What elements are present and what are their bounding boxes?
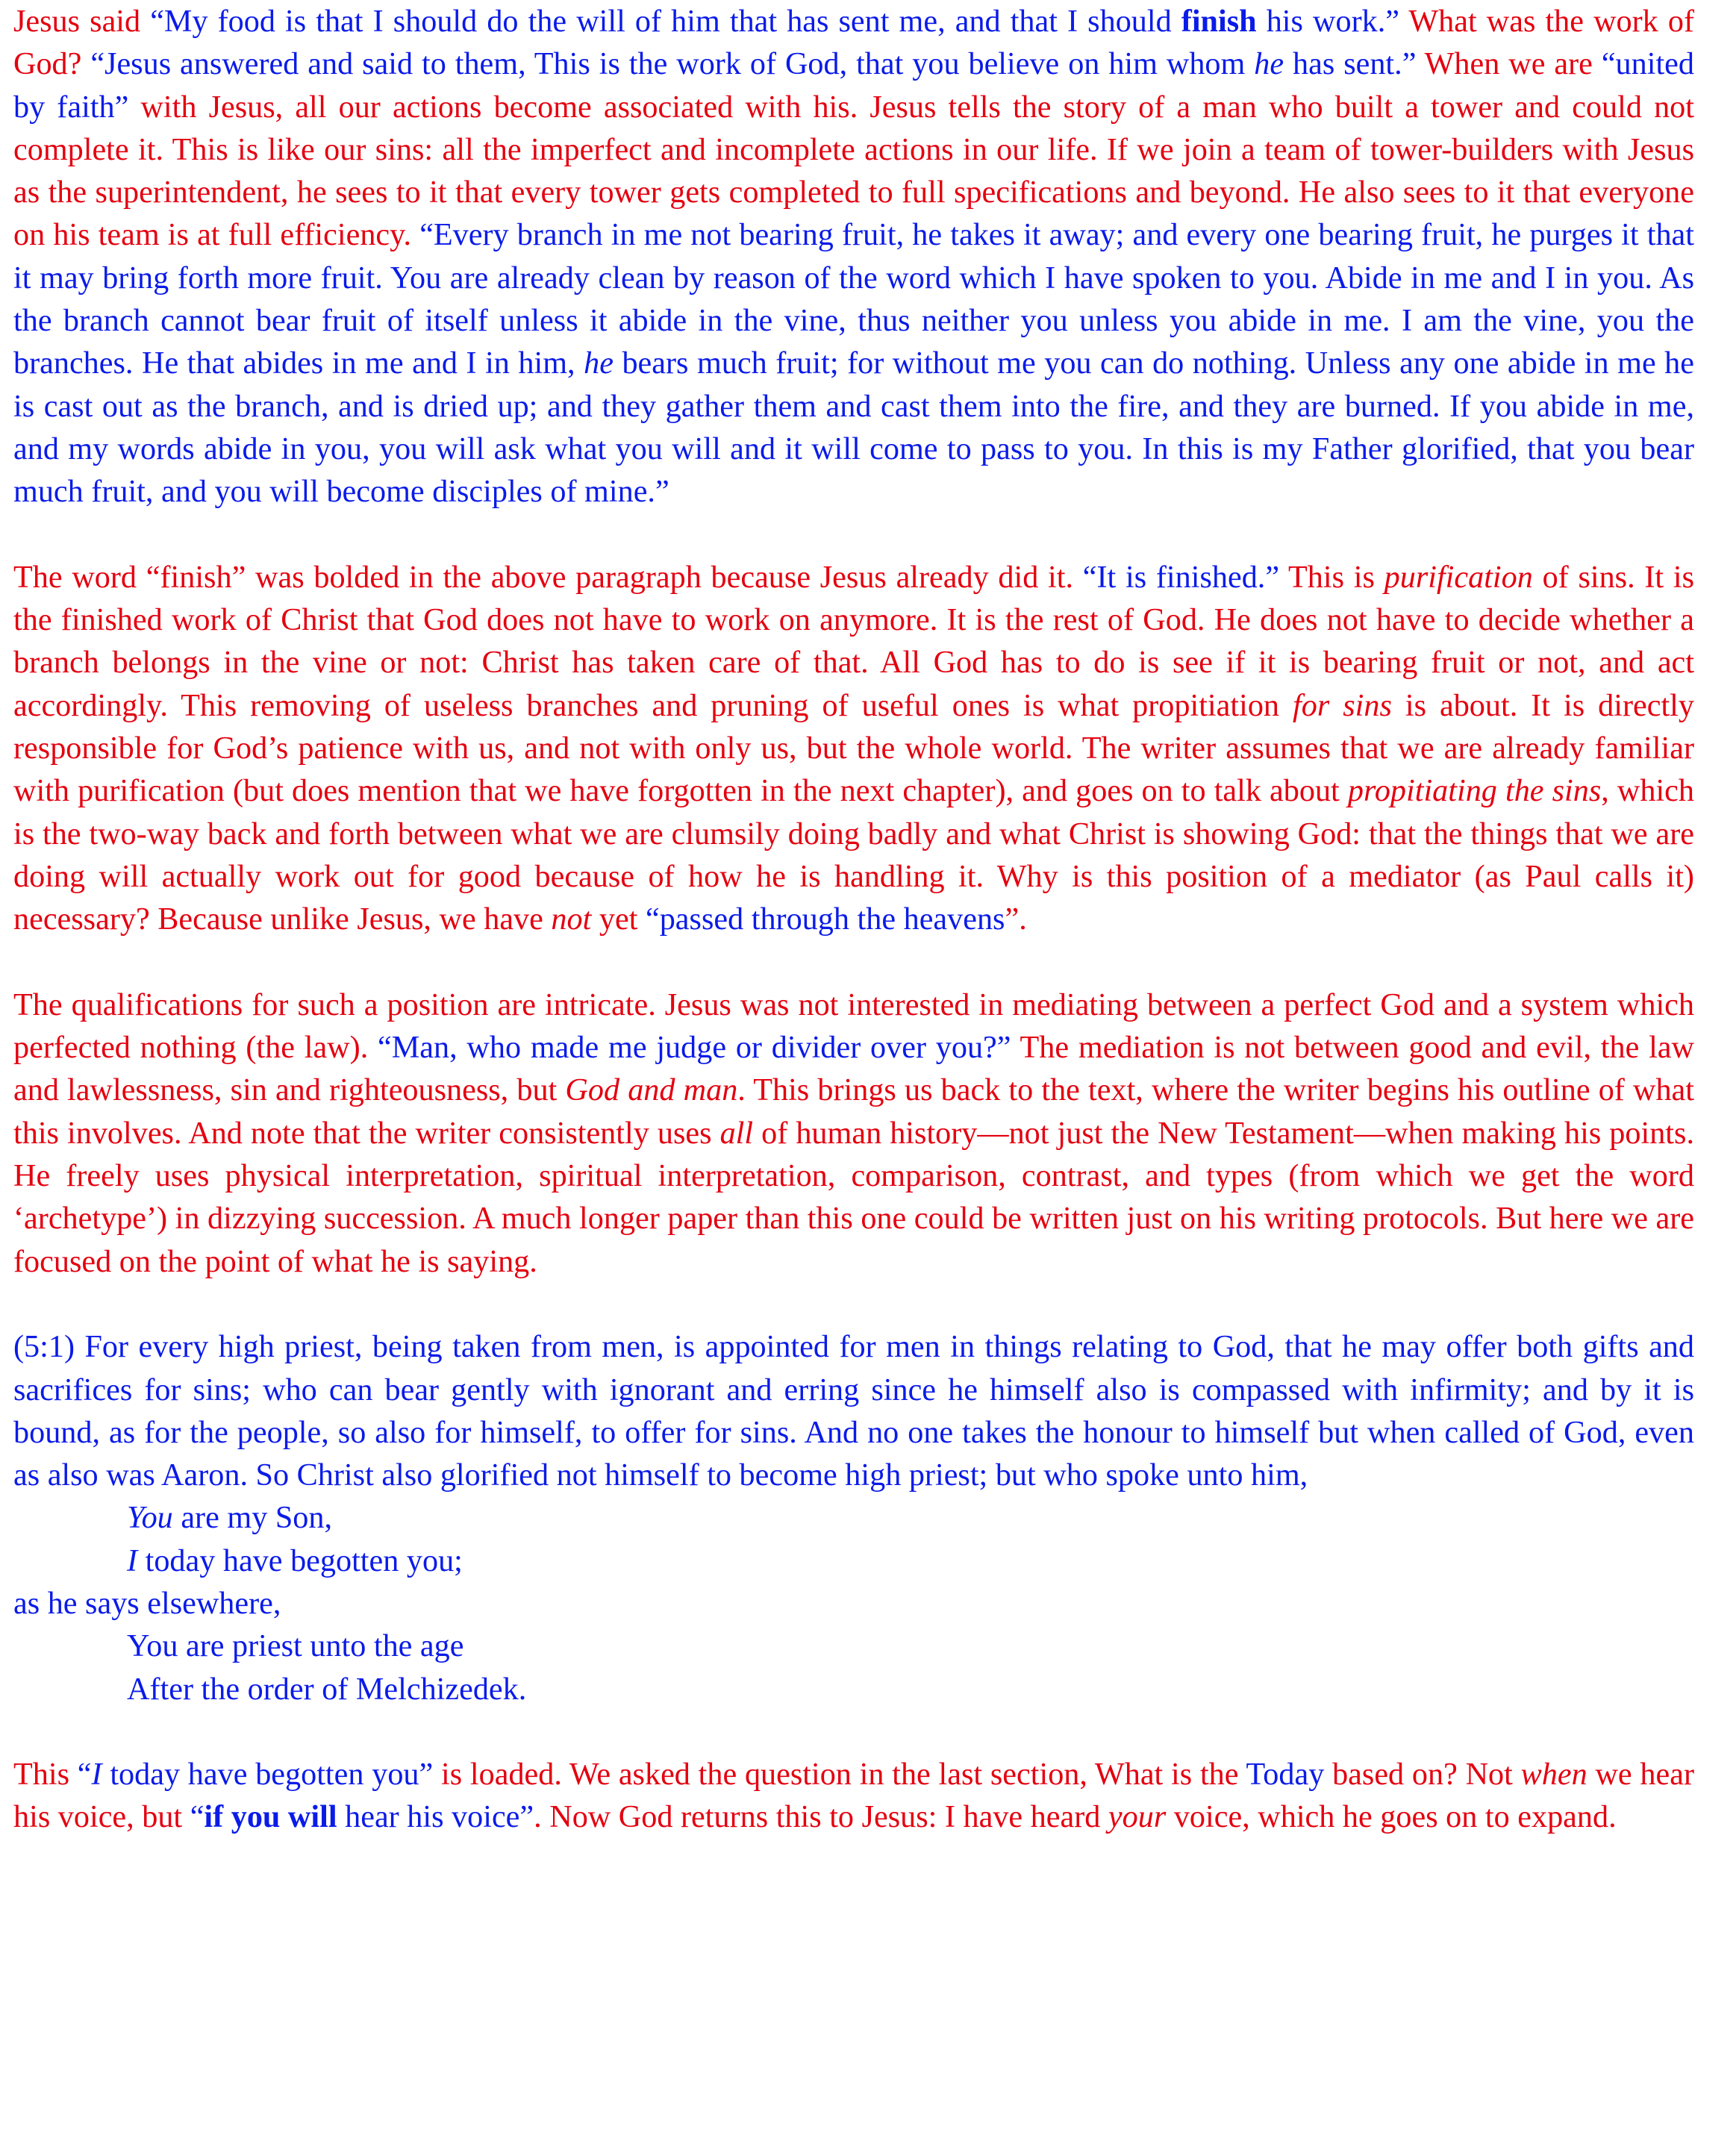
scripture-quote: bears much fruit; for without me you can do nothing. Unless any one abide in me he is cast out as the branch, and is dried up; and they gather them and cast them into the fire, and they are burned. If you abide in me, and my words abide in you, you will ask what you will and it will come to pass to you. In this is my Father glorified, that you bear much fruit, and you will become disciples of mine.” — [13, 346, 1694, 510]
scripture-line: as he says elsewhere, — [13, 1585, 281, 1621]
text-span: is about. It is directly responsible for God’s patience with us, and not with only us, but the whole world. The writer assumes that we are already familiar with purification (but does mention that we have forgotten in the next chapter), and goes on to talk about — [13, 687, 1694, 809]
paragraph-hebrews-5-1 — [13, 1325, 1694, 1710]
text-span: When we are — [1416, 46, 1602, 82]
paragraph-qualifications — [13, 984, 1694, 1283]
scripture-quote: has sent.” — [1284, 46, 1417, 82]
scripture-quote: “It is finished.” — [1082, 559, 1280, 595]
text-span: are my Son, — [172, 1500, 333, 1536]
poetry-line: You are priest unto the age — [127, 1628, 464, 1664]
paragraph-gap — [13, 1283, 1694, 1325]
scripture-quote: today have begotten you” — [102, 1757, 434, 1793]
text-span: , which is the two-way back and forth between what we are clumsily doing badly and what Christ is showing God: that the things that we are doing will actually work out for good because of how he is handling it. Why is this position of a mediator (as Paul calls it) necessary? Because unlike Jesus, we have — [13, 773, 1694, 937]
paragraph-gap — [13, 513, 1694, 556]
text-span: This — [13, 1757, 78, 1793]
paragraph-today-loaded — [13, 1753, 1694, 1839]
scripture-quote: “ — [190, 1799, 204, 1835]
text-span: of human history—not just the New Testament—when making his points. He freely uses physical interpretation, spiritual interpretation, comparison, contrast, and types (from which we get the word ‘archetype’) in dizzying succession. A much longer paper than this one could be written just on his writing protocols. But here we are focused on the point of what he is saying. — [13, 1115, 1694, 1279]
text-span: of sins. It is the finished work of Christ that God does not have to work on anymore. It is the rest of God. He does not have to decide whether a branch belongs in the vine or not: Christ has taken care of that. All God has to do is see if it is bearing fruit or not, and act accordingly. This removing of useless branches and pruning of useful ones is what propitiation — [13, 559, 1694, 723]
scripture-word: Today — [1246, 1757, 1325, 1793]
italic-word: your — [1108, 1799, 1167, 1835]
text-span: . Now God returns this to Jesus: I have heard — [534, 1799, 1108, 1835]
text-span: The mediation is not between good and evil, the law and lawlessness, sin and righteousness, but — [13, 1030, 1694, 1108]
text-span: This is — [1279, 559, 1384, 595]
paragraph-work-of-god — [13, 0, 1694, 513]
italic-word: God and man — [565, 1072, 738, 1108]
paragraph-finished-work — [13, 556, 1694, 941]
paragraph-gap — [13, 1710, 1694, 1753]
italic-word: all — [719, 1115, 754, 1151]
text-span: ”. — [1005, 901, 1027, 937]
scripture-quote: “My food is that I should do the will of him that has sent me, and that I should — [150, 4, 1181, 39]
scripture-quote: “Every branch in me not bearing fruit, he takes it away; and every one bearing fruit, he purges it that it may bring forth more fruit. You are already clean by reason of the word which I have spoken to you. Abide in me and I in you. As the branch cannot bear fruit of itself unless it abide in the vine, thus neither you unless you abide in me. I am the vine, you the branches. He that abides in me and I in him, — [13, 217, 1694, 381]
text-span: The qualifications for such a position are intricate. Jesus was not interested in mediating between a perfect God and a system which perfected nothing (the law). — [13, 987, 1694, 1066]
scripture-quote: “Jesus answered and said to them, This is the work of God, that you believe on him whom — [90, 46, 1255, 82]
scripture-quote: “passed through the heavens — [645, 901, 1005, 937]
bold-word-finish: finish — [1181, 4, 1257, 39]
text-span: we hear his voice, but — [13, 1757, 1694, 1835]
text-span: with Jesus, all our actions become associated with his. Jesus tells the story of a man who built a tower and could not complete it. This is like our sins: all the imperfect and incomplete actions in our life. If we join a team of tower-builders with Jesus as the superintendent, he sees to it that every tower gets completed to full specifications and beyond. He also sees to it that everyone on his team is at full efficiency. — [13, 89, 1694, 253]
scripture-passage: (5:1) For every high priest, being taken from men, is appointed for men in things relating to God, that he may offer both gifts and sacrifices for sins; who can bear gently with ignorant and erring since he himself also is compassed with infirmity; and by it is bound, as for the people, so also for himself, to offer for sins. And no one takes the honour to himself but when called of God, even as also was Aaron. So Christ also glorified not himself to become high priest; but who spoke unto him, — [13, 1329, 1694, 1493]
italic-word: he — [1254, 46, 1284, 82]
italic-word: when — [1520, 1757, 1587, 1793]
scripture-quote: “united by faith” — [13, 46, 1694, 125]
scripture-quote: hear his voice” — [337, 1799, 534, 1835]
text-span: The word “finish” was bolded in the above paragraph because Jesus already did it. — [13, 559, 1083, 595]
text-span: based on? Not — [1324, 1757, 1521, 1793]
italic-word: for sins — [1293, 687, 1392, 723]
text-span: What was the work of God? — [13, 4, 1694, 82]
italic-word: not — [551, 901, 592, 937]
text-span: Jesus said — [13, 4, 151, 39]
italic-word: I — [127, 1543, 138, 1578]
text-span: today have begotten you; — [137, 1543, 463, 1578]
poetry-line — [13, 1540, 1694, 1582]
italic-word: You — [127, 1500, 173, 1536]
italic-word: I — [91, 1757, 102, 1793]
scripture-quote: his work.” — [1256, 4, 1399, 39]
text-span: voice, which he goes on to expand. — [1166, 1799, 1617, 1835]
italic-word: propitiating the sins — [1347, 773, 1602, 809]
poetry-line — [13, 1496, 1694, 1539]
scripture-quote: “Man, who made me judge or divider over you?” — [378, 1030, 1011, 1066]
text-span: yet — [591, 901, 646, 937]
italic-word: he — [584, 346, 613, 381]
bold-words: if you will — [204, 1799, 337, 1835]
text-span: is loaded. We asked the question in the last section, What is the — [433, 1757, 1246, 1793]
scripture-quote: “ — [77, 1757, 92, 1793]
poetry-line: After the order of Melchizedek. — [127, 1671, 527, 1707]
text-span: . This brings us back to the text, where the writer begins his outline of what this involves. And note that the writer consistently uses — [13, 1072, 1694, 1151]
paragraph-gap — [13, 941, 1694, 984]
italic-word: purification — [1384, 559, 1533, 595]
